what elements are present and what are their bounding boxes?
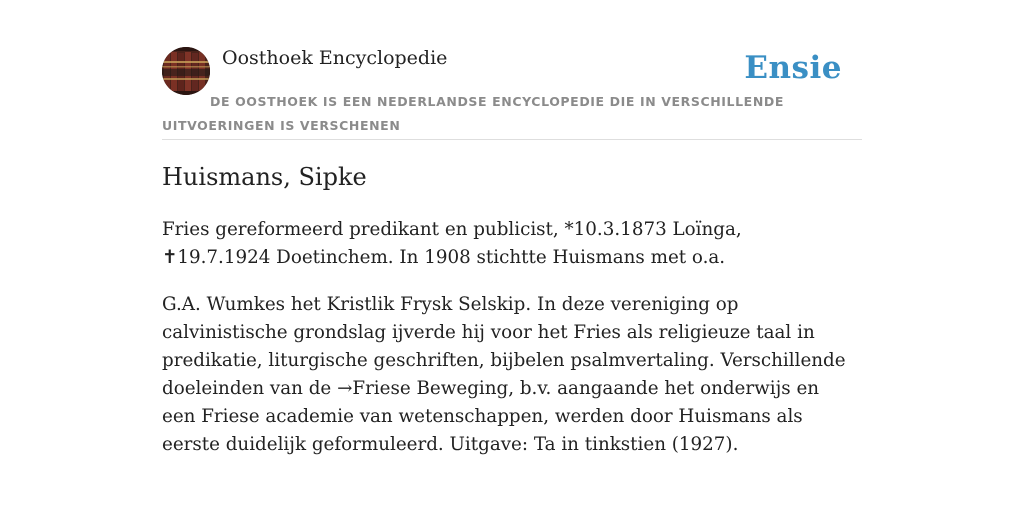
brand-logo[interactable]: Ensie bbox=[744, 50, 842, 86]
article-title: Huismans, Sipke bbox=[162, 163, 367, 191]
article-paragraph: Fries gereformeerd predikant en publicist, *10.3.1873 Loïnga, ✝19.7.1924 Doetinchem. In 1908 stichtte Huismans met o.a. bbox=[162, 219, 742, 268]
encyclopedia-books-icon[interactable] bbox=[162, 47, 210, 95]
header-divider bbox=[162, 139, 862, 140]
site-tagline: DE OOSTHOEK IS EEN NEDERLANDSE ENCYCLOPEDIE DIE IN VERSCHILLENDE UITVOERINGEN IS VERSCHENEN bbox=[162, 94, 784, 133]
article-paragraph: G.A. Wumkes het Kristlik Frysk Selskip. In deze vereniging op calvinistische grondslag ijverde hij voor het Fries als religieuze taal in predikatie, liturgische geschriften, bijbelen psalmvertaling. Verschillende doeleinden van de →Friese Beweging, b.v. aangaande het onderwijs en een Friese academie van wetenschappen, werden door Huismans als eerste duidelijk geformuleerd. Uitgave: Ta in tinkstien (1927). bbox=[162, 294, 846, 455]
site-title[interactable]: Oosthoek Encyclopedie bbox=[222, 47, 448, 69]
site-header bbox=[162, 44, 862, 140]
